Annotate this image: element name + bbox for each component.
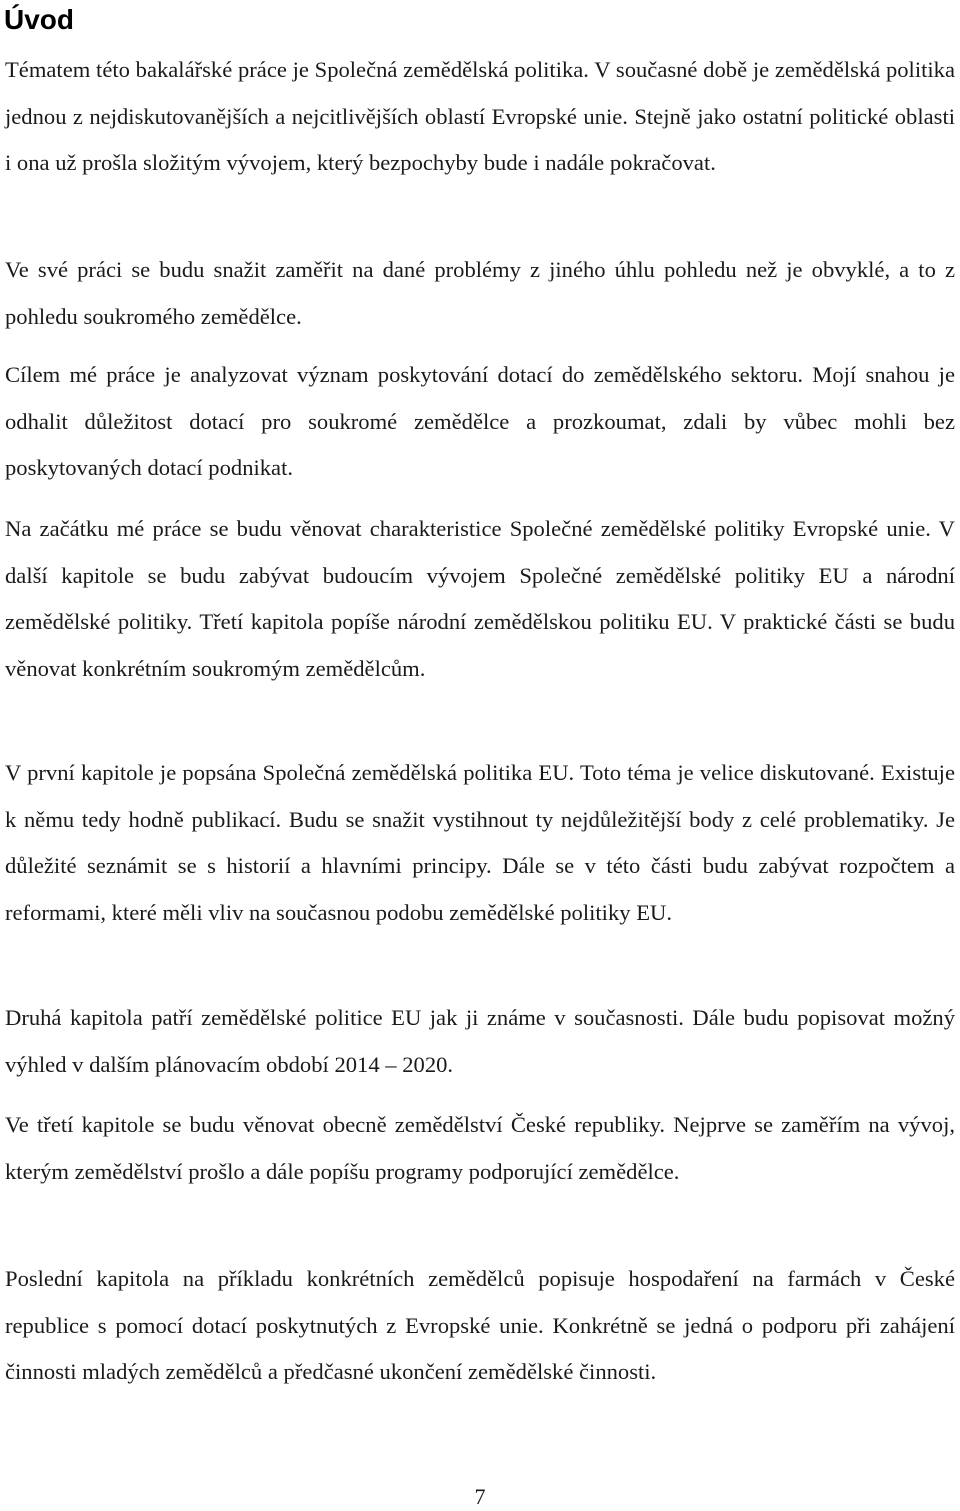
paragraph-last-chapter: Poslední kapitola na příkladu konkrétních zemědělců popisuje hospodaření na farmách v České republice s pomocí dotací poskytnutých z Evropské unie. Konkrétně se jedná o podporu při zahájení činnosti mladých zemědělců a předčasné ukončení zemědělské činnosti.: [5, 1266, 955, 1385]
paragraph-topic: Tématem této bakalářské práce je Společná zemědělská politika. V současné době je zemědělská politika jednou z nejdiskutovanějších a nejcitlivějších oblastí Evropské unie. Stejně jako ostatní politické oblasti i ona už prošla složitým vývojem, který bezpochyby bude i nadále pokračovat.: [5, 57, 955, 176]
paragraph-chapter-one: V první kapitole je popsána Společná zemědělská politika EU. Toto téma je velice diskutované. Existuje k němu tedy hodně publikací. Budu se snažit vystihnout ty nejdůležitější body z celé problematiky. Je důležité seznámit se s historií a hlavními principy. Dále se v této části budu zabývat rozpočtem a reformami, které měli vliv na současnou podobu zemědělské politiky EU.: [5, 760, 955, 925]
paragraph-goal: Cílem mé práce je analyzovat význam poskytování dotací do zemědělského sektoru. Mojí snahou je odhalit důležitost dotací pro soukromé zemědělce a prozkoumat, zdali by vůbec mohli bez poskytovaných dotací podnikat.: [5, 362, 955, 481]
paragraph-perspective: Ve své práci se budu snažit zaměřit na dané problémy z jiného úhlu pohledu než je obvyklé, a to z pohledu soukromého zemědělce.: [5, 257, 955, 329]
page-number: 7: [474, 1484, 486, 1509]
paragraph-chapter-three: Ve třetí kapitole se budu věnovat obecně zemědělství České republiky. Nejprve se zaměřím na vývoj, kterým zemědělství prošlo a dále popíšu programy podporující zemědělce.: [5, 1112, 955, 1184]
paragraph-chapter-two: Druhá kapitola patří zemědělské politice EU jak ji známe v současnosti. Dále budu popisovat možný výhled v dalším plánovacím období 2014 – 2020.: [5, 1005, 955, 1077]
paragraph-structure: Na začátku mé práce se budu věnovat charakteristice Společné zemědělské politiky Evropské unie. V další kapitole se budu zabývat budoucím vývojem Společné zemědělské politiky EU a národní zemědělské politiky. Třetí kapitola popíše národní zemědělskou politiku EU. V praktické části se budu věnovat konkrétním soukromým zemědělcům.: [5, 516, 955, 681]
page-title: Úvod: [4, 4, 74, 35]
